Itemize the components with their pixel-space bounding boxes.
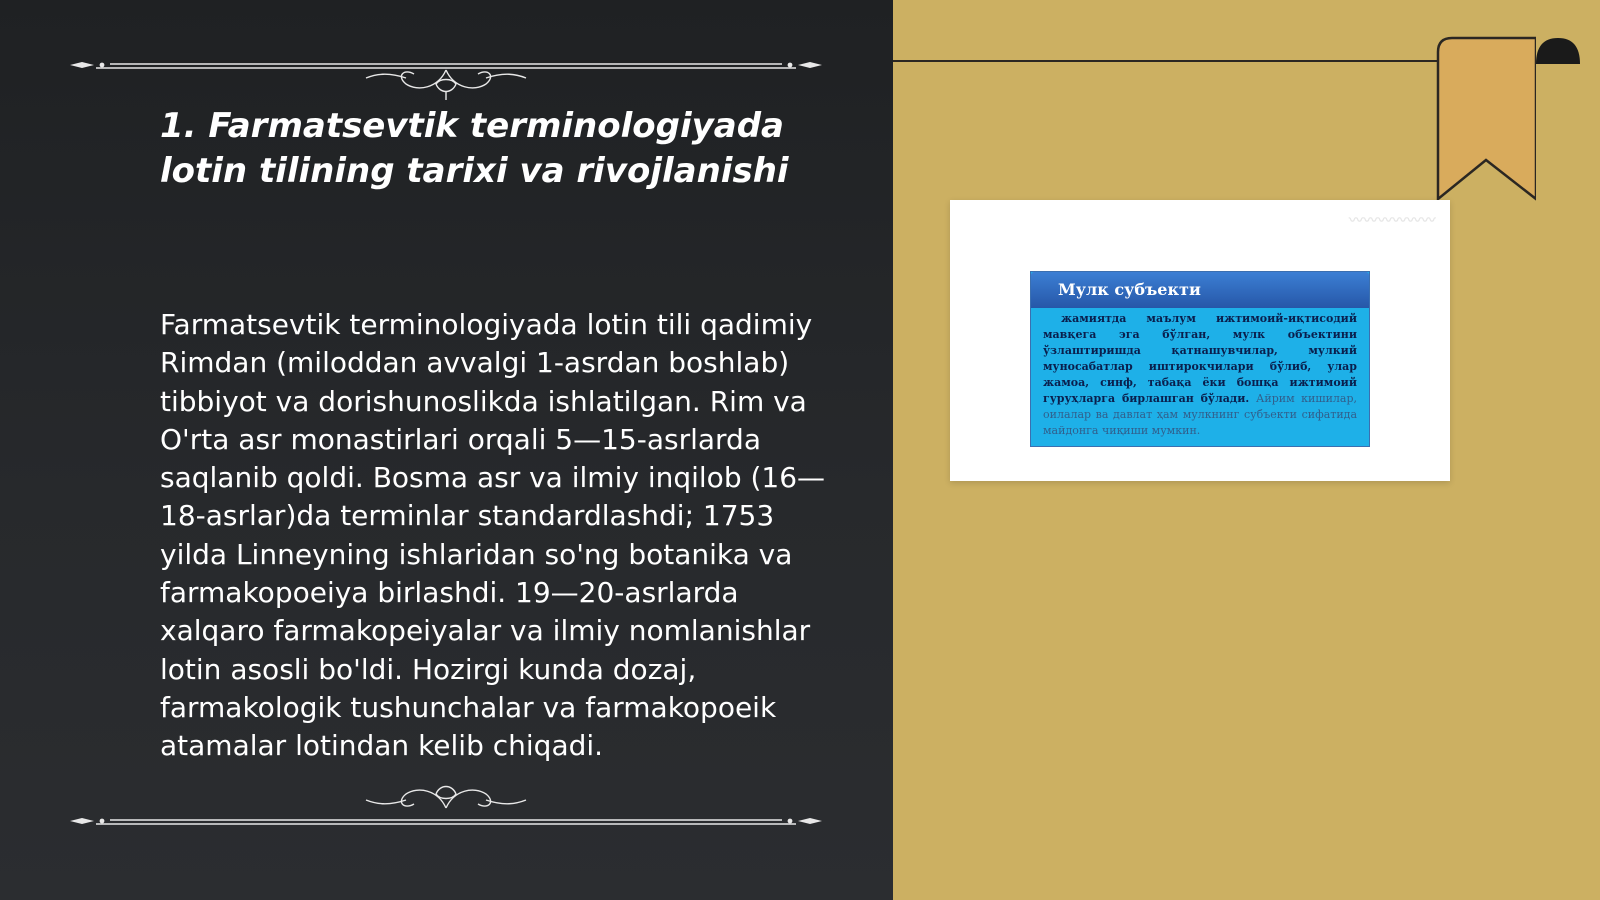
bookmark-ribbon-icon: [1436, 36, 1536, 201]
info-box: [1030, 271, 1370, 447]
info-box-header: Мулк субъекти: [1031, 272, 1369, 308]
ornament-divider-top: [66, 48, 826, 100]
info-box-text-main: жамиятда маълум ижтимоий-иқтисодий мавқега эга бўлган, мулк объектини ўзлаштиришда қатнашувчилар, мулкий муносабатлар иштирокчилари бўлиб, улар жамоа, синф, табақа ёки бошқа ижтимоий гуруҳларга бирлашган бўлади.: [1043, 312, 1357, 405]
embedded-picture: [950, 200, 1450, 481]
info-box-text-faded: Айрим кишилар, оилалар ва давлат ҳам мулкнинг субъекти сифатида майдонга чиқиши мумкин.: [1043, 392, 1357, 437]
watermark-logo: 〰〰〰〰〰〰: [1349, 213, 1436, 229]
ornament-divider-bottom: [66, 778, 826, 830]
slide-body-text: Farmatsevtik terminologiyada lotin tili qadimiy Rimdan (miloddan avvalgi 1-asrdan boshlab) tibbiyot va dorishunoslikda ishlatilgan. Rim va O'rta asr monastirlari orqali 5—15-asrlarda saqlanib qoldi. Bosma asr va ilmiy inqilob (16—18-asrlar)da terminlar standardlashdi; 1753 yilda Linneyning ishlaridan so'ng botanika va farmakopoeiya birlashdi. 19—20-asrlarda xalqaro farmakopeiyalar va ilmiy nomlanishlar lotin asosli bo'ldi. Hozirgi kunda dozaj, farmakologik tushunchalar va farmakopoeik atamalar lotindan kelib chiqadi.: [160, 308, 826, 763]
bookmark-curl-icon: [1536, 36, 1586, 66]
info-box-text: [1031, 308, 1369, 441]
horizontal-rule: [893, 60, 1438, 62]
slide-title: 1. Farmatsevtik terminologiyada lotin tilining tarixi va rivojlanishi: [160, 106, 789, 191]
